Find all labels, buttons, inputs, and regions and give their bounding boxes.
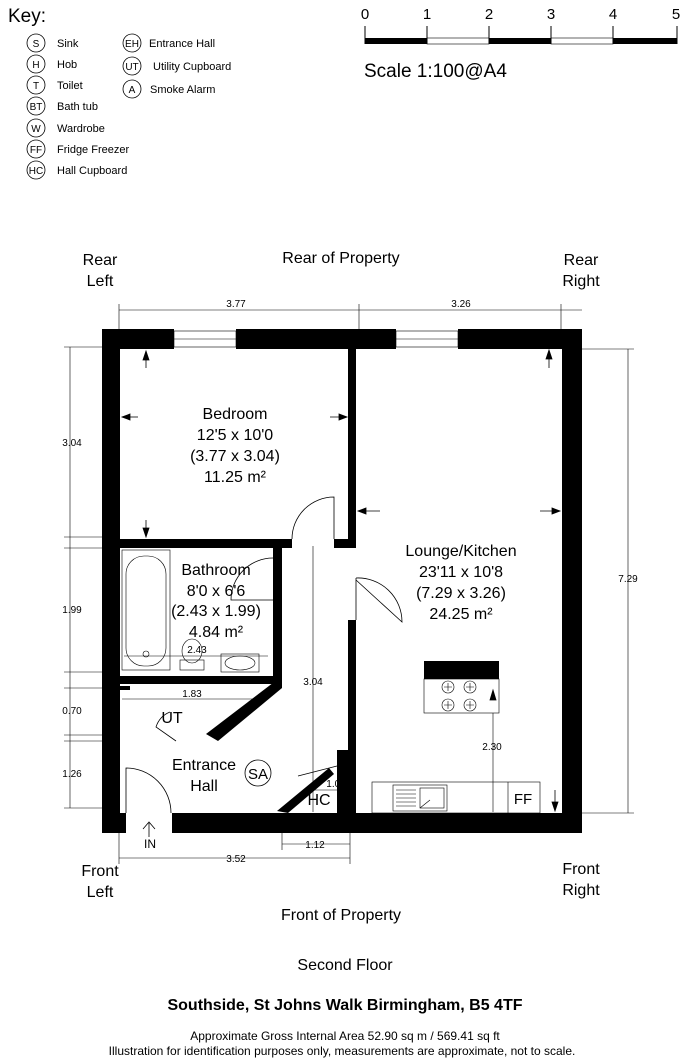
svg-text:Toilet: Toilet xyxy=(57,80,83,92)
svg-text:HC: HC xyxy=(28,166,44,177)
dim-kitchen-vertical: 2.30 xyxy=(482,742,502,753)
dim-left-hall: 1.26 xyxy=(62,769,82,780)
scale-tick-5: 5 xyxy=(671,6,681,23)
label-ff: FF xyxy=(513,791,533,808)
key-item-wardrobe xyxy=(27,119,105,137)
dim-left-ut: 0.70 xyxy=(62,706,82,717)
bath-tub xyxy=(122,550,170,670)
gross-area: Approximate Gross Internal Area 52.90 sq m / 569.41 sq ft xyxy=(190,1029,500,1043)
svg-text:EH: EH xyxy=(125,39,139,50)
svg-text:12'5 x 10'0: 12'5 x 10'0 xyxy=(196,427,274,444)
front-left-line1: Front xyxy=(81,863,119,880)
room-lounge-kitchen xyxy=(405,543,516,623)
dim-hall-vertical: 3.04 xyxy=(303,677,323,688)
svg-text:S: S xyxy=(32,39,40,50)
dim-hc-width: 1.05 xyxy=(326,779,346,790)
scale-tick-1: 1 xyxy=(422,6,432,23)
svg-text:FF: FF xyxy=(29,145,43,156)
key-title: Key: xyxy=(8,6,47,27)
key-item-smoke-alarm xyxy=(123,80,215,98)
svg-text:Sink: Sink xyxy=(57,38,79,50)
svg-text:H: H xyxy=(32,60,40,71)
rear-left-line2: Left xyxy=(86,273,114,290)
svg-text:(3.77 x 3.04): (3.77 x 3.04) xyxy=(190,448,280,465)
scale-tick-0: 0 xyxy=(360,6,370,23)
front-of-property: Front of Property xyxy=(280,907,402,924)
svg-text:Hob: Hob xyxy=(57,59,78,71)
key-item-fridge-freezer xyxy=(27,140,129,158)
scale-bar xyxy=(365,26,677,44)
dim-left-bedroom: 3.04 xyxy=(62,438,82,449)
label-hc: HC xyxy=(307,792,331,809)
svg-text:Bedroom: Bedroom xyxy=(202,406,268,423)
dim-ut-width: 1.83 xyxy=(182,689,202,700)
dim-bath-width: 2.43 xyxy=(187,645,207,656)
dim-top-left: 3.77 xyxy=(226,299,246,310)
svg-text:A: A xyxy=(128,85,136,96)
key-item-hall-cupboard xyxy=(27,161,127,179)
dim-right-total: 7.29 xyxy=(618,574,638,585)
svg-text:Entrance: Entrance xyxy=(171,757,237,774)
svg-text:Hall Cupboard: Hall Cupboard xyxy=(57,165,128,177)
dim-top-right: 3.26 xyxy=(451,299,471,310)
svg-text:T: T xyxy=(32,81,40,92)
svg-text:8'0 x 6'6: 8'0 x 6'6 xyxy=(186,583,246,600)
room-bedroom xyxy=(190,406,280,486)
label-ut: UT xyxy=(161,710,183,727)
svg-text:Entrance Hall: Entrance Hall xyxy=(149,38,216,50)
scale-tick-3: 3 xyxy=(546,6,556,23)
svg-text:24.25 m²: 24.25 m² xyxy=(429,606,493,623)
scale-tick-2: 2 xyxy=(484,6,494,23)
rear-right-line2: Right xyxy=(562,273,600,290)
rear-left-line1: Rear xyxy=(82,252,118,269)
front-right-line1: Front xyxy=(562,861,600,878)
rear-of-property: Rear of Property xyxy=(282,250,400,267)
svg-text:(2.43 x 1.99): (2.43 x 1.99) xyxy=(171,603,261,620)
entrance-arrow xyxy=(143,822,155,837)
svg-text:Bath tub: Bath tub xyxy=(57,101,98,113)
svg-text:Utility Cupboard: Utility Cupboard xyxy=(153,61,232,73)
svg-text:BT: BT xyxy=(29,102,43,113)
disclaimer: Illustration for identification purposes only, measurements are approximate, not to scale. xyxy=(108,1044,576,1058)
front-left-line2: Left xyxy=(86,884,114,901)
room-entrance-hall xyxy=(172,757,236,795)
dim-bottom-hc: 1.12 xyxy=(305,840,325,851)
label-in: IN xyxy=(144,837,156,851)
kitchen-sink xyxy=(393,785,447,811)
window-bedroom xyxy=(174,331,236,347)
svg-text:Hall: Hall xyxy=(190,778,218,795)
key-item-utility-cupboard xyxy=(123,57,231,75)
svg-text:(7.29 x 3.26): (7.29 x 3.26) xyxy=(416,585,506,602)
dim-left-bathroom: 1.99 xyxy=(62,605,82,616)
room-bathroom xyxy=(171,562,261,641)
address: Southside, St Johns Walk Birmingham, B5 4TF xyxy=(167,997,523,1014)
svg-text:Wardrobe: Wardrobe xyxy=(57,123,105,135)
key-item-hob xyxy=(27,55,77,73)
floor-label: Second Floor xyxy=(297,957,393,974)
svg-text:23'11 x 10'8: 23'11 x 10'8 xyxy=(418,564,504,581)
svg-text:11.25 m²: 11.25 m² xyxy=(204,469,266,486)
kitchen-island xyxy=(424,661,499,713)
scale-label: Scale 1:100@A4 xyxy=(364,61,507,82)
svg-text:Smoke Alarm: Smoke Alarm xyxy=(150,84,216,96)
svg-text:Bathroom: Bathroom xyxy=(181,562,251,579)
svg-text:Fridge Freezer: Fridge Freezer xyxy=(57,144,130,156)
scale-tick-4: 4 xyxy=(608,6,618,23)
svg-text:4.84 m²: 4.84 m² xyxy=(188,624,244,641)
rear-right-line1: Rear xyxy=(563,252,599,269)
svg-text:UT: UT xyxy=(125,62,139,73)
svg-text:Lounge/Kitchen: Lounge/Kitchen xyxy=(405,543,517,560)
label-sa: SA xyxy=(247,766,269,783)
front-right-line2: Right xyxy=(562,882,600,899)
key-item-sink xyxy=(27,34,79,52)
key-item-toilet xyxy=(27,76,83,94)
bathroom-sink xyxy=(221,654,259,672)
window-lounge xyxy=(396,331,458,347)
svg-text:W: W xyxy=(31,124,41,135)
dim-bottom-hall: 3.52 xyxy=(226,854,246,865)
key-item-bath-tub xyxy=(27,97,98,115)
key-item-entrance-hall xyxy=(123,34,215,52)
